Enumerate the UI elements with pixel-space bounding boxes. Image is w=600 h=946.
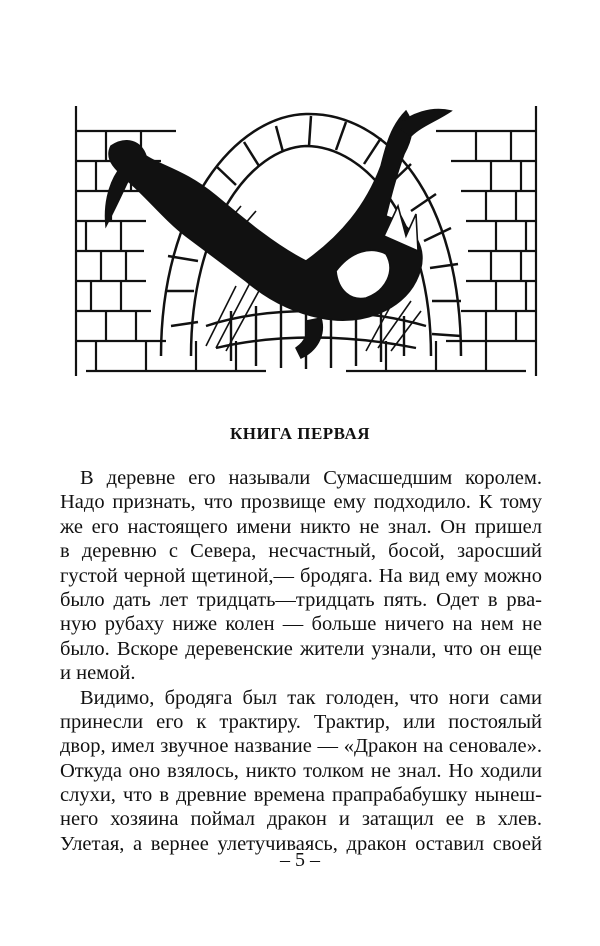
chapter-title: КНИГА ПЕРВАЯ <box>229 424 371 443</box>
text-line: же его настоящего имени никто не знал. Он пришел <box>60 515 542 538</box>
page-number: – 5 – <box>280 849 320 871</box>
text-line: принесли его к трактиру. Трактир, или постоялый <box>60 710 542 733</box>
text-line: густой черной щетиной,— бродяга. На вид ему можно <box>60 564 542 587</box>
text-line: В деревне его называли Сумасшедшим королем. <box>80 467 542 489</box>
text-line: двор, имел звучное название — «Дракон на сеновале». <box>60 735 542 758</box>
text-line: в деревню с Севера, несчастный, босой, заросший <box>60 540 542 563</box>
body-text <box>60 466 542 856</box>
text-line: было дать лет тридцать—тридцать пять. Одет в рва- <box>60 588 542 611</box>
text-line: слухи, что в древние времена прапрабабушку нынеш- <box>60 784 542 807</box>
text-line: Улетая, а вернее улетучиваясь, дракон оставил своей <box>60 832 542 855</box>
text-line: Видимо, бродяга был так голоден, что ноги сами <box>80 686 542 709</box>
text-line: ную рубаху ниже колен — больше ничего на нем не <box>60 613 542 636</box>
text-line: Надо признать, что прозвище ему подходило. К тому <box>60 491 542 514</box>
text-line: и немой. <box>60 662 136 685</box>
text-line: Откуда оно взялось, никто толком не знал. Но ходили <box>60 759 542 782</box>
text-line: него хозяина поймал дракон и затащил ее в хлев. <box>60 808 542 831</box>
text-line: было. Вскоре деревенские жители узнали, что он еще <box>60 637 542 660</box>
dragon-fireplace-illustration <box>66 86 546 386</box>
